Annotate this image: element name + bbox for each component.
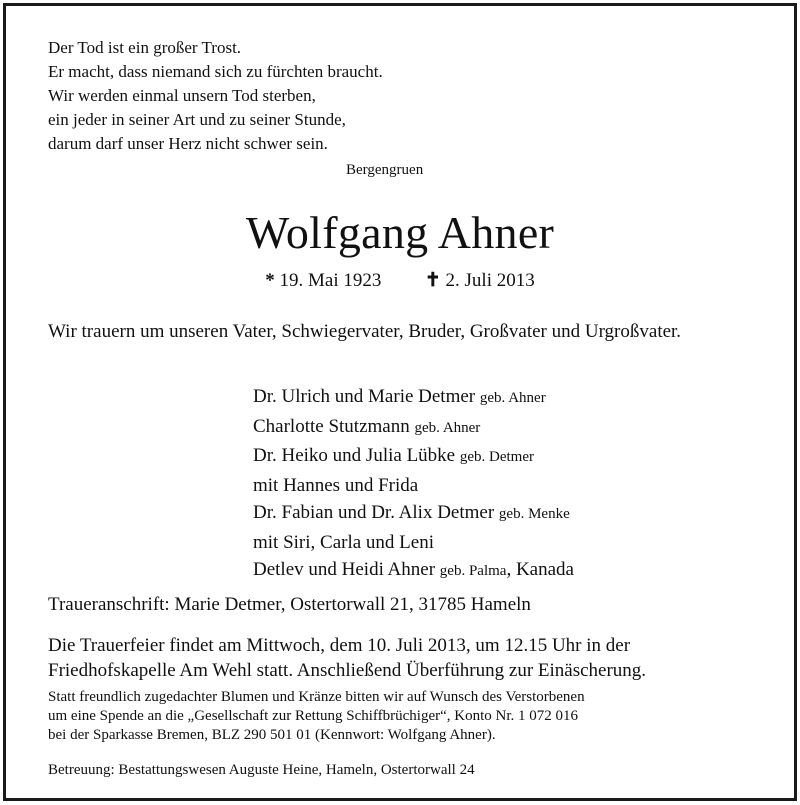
- maiden-name: geb. Ahner: [479, 390, 546, 406]
- birth-star-icon: *: [265, 270, 275, 291]
- poem-line: Er macht, dass niemand sich zu fürchten braucht.: [48, 62, 383, 81]
- donation-line: Statt freundlich zugedachter Blumen und Kränze bitten wir auf Wunsch des Verstorbenen: [48, 689, 585, 705]
- funeral-info: [48, 633, 646, 683]
- maiden-name: geb. Palma: [439, 563, 507, 579]
- poem-line: Der Tod ist ein großer Trost.: [48, 38, 242, 57]
- funeral-line: Friedhofskapelle Am Wehl statt. Anschließend Überführung zur Einäscherung.: [48, 660, 647, 681]
- donation-line: bei der Sparkasse Bremen, BLZ 290 501 01 (Kennwort: Wolfgang Ahner).: [48, 727, 496, 743]
- poem-line: ein jeder in seiner Art und zu seiner Stunde,: [48, 110, 346, 129]
- poem-author: Bergengruen: [346, 162, 424, 178]
- maiden-name: geb. Detmer: [459, 449, 534, 465]
- family-member: mit Siri, Carla und Leni: [253, 531, 435, 553]
- donation-line: um eine Spende an die „Gesellschaft zur Rettung Schiffbrüchiger“, Konto Nr. 1 072 016: [48, 708, 579, 724]
- poem: [48, 36, 383, 156]
- birth-date: 19. Mai 1923: [279, 270, 382, 291]
- poem-line: darum darf unser Herz nicht schwer sein.: [48, 134, 328, 153]
- maiden-name: geb. Menke: [498, 506, 570, 522]
- cross-icon: ✝: [424, 270, 441, 291]
- funeral-home: Betreuung: Bestattungswesen Auguste Heine, Hameln, Ostertorwall 24: [48, 762, 475, 778]
- death-date: 2. Juli 2013: [445, 270, 535, 291]
- life-dates: [0, 269, 800, 292]
- family-member: Charlotte Stutzmann geb. Ahner: [253, 415, 481, 437]
- family-member: mit Hannes und Frida: [253, 474, 419, 496]
- family-member: Dr. Heiko und Julia Lübke geb. Detmer: [253, 445, 534, 466]
- funeral-line: Die Trauerfeier findet am Mittwoch, dem 10. Juli 2013, um 12.15 Uhr in der: [48, 635, 631, 656]
- family-member: Dr. Ulrich und Marie Detmer geb. Ahner: [253, 386, 546, 407]
- maiden-name: geb. Ahner: [414, 419, 481, 436]
- family-member: Detlev und Heidi Ahner geb. Palma, Kanada: [253, 559, 574, 580]
- mourning-address: Traueranschrift: Marie Detmer, Ostertorwall 21, 31785 Hameln: [48, 594, 531, 615]
- poem-line: Wir werden einmal unsern Tod sterben,: [48, 86, 316, 105]
- family-location: , Kanada: [506, 559, 574, 580]
- mourning-intro: Wir trauern um unseren Vater, Schwiegervater, Bruder, Großvater und Urgroßvater.: [48, 321, 682, 342]
- family-member: Dr. Fabian und Dr. Alix Detmer geb. Menke: [253, 502, 570, 523]
- family-list: [253, 383, 574, 586]
- deceased-name: Wolfgang Ahner: [245, 207, 555, 258]
- donation-info: [48, 688, 585, 745]
